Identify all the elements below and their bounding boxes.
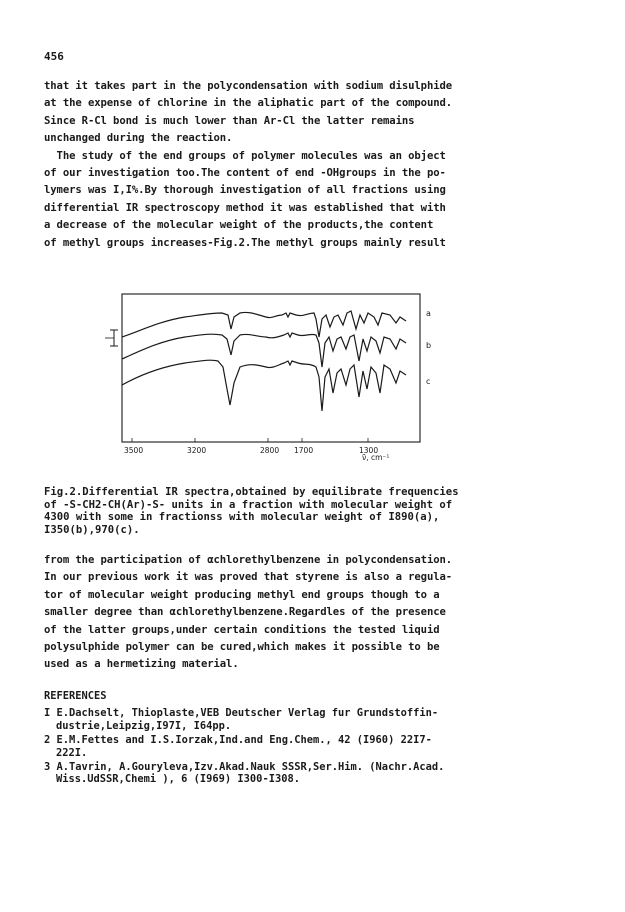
caption-line: 4300 with some in fractionss with molecular weight of I890(a), <box>44 511 440 524</box>
x-axis-unit: ν̃, cm⁻¹ <box>362 453 390 461</box>
page-number: 456 <box>44 50 64 63</box>
references-section <box>44 690 584 788</box>
text-line: of methyl groups increases-Fig.2.The methyl groups mainly result <box>44 236 446 249</box>
text-line: at the expense of chlorine in the aliphatic part of the compound. <box>44 97 453 110</box>
reference-line: 222I. <box>56 746 88 759</box>
text-line: polysulphide polymer can be cured,which makes it possible to be <box>44 641 440 654</box>
text-line: used as a hermetizing material. <box>44 658 239 671</box>
paragraph-bottom <box>44 552 584 674</box>
references-heading: REFERENCES <box>44 690 107 702</box>
reference-item <box>44 707 584 732</box>
x-tick-label: 3500 <box>124 446 144 455</box>
text-line: smaller degree than αchlorethylbenzene.Regardles of the presence <box>44 606 446 619</box>
spectrum-curve-a <box>122 311 406 337</box>
spectrum-curve-b <box>122 333 406 367</box>
reference-line: dustrie,Leipzig,I97I, I64pp. <box>56 719 232 732</box>
reference-line: Wiss.UdSSR,Chemi ), 6 (I969) I300-I308. <box>56 773 300 786</box>
text-line: differential IR spectroscopy method it was established that with <box>44 201 446 214</box>
text-line: lymers was I,I%.By thorough investigation of all fractions using <box>44 184 446 197</box>
text-line: that it takes part in the polycondensation with sodium disulphide <box>44 80 453 92</box>
plot-frame <box>122 294 420 442</box>
spectrum-curve-c <box>122 360 406 411</box>
reference-line: I E.Dachselt, Thioplaste,VEB Deutscher Verlag fur Grundstoffin- <box>44 707 439 720</box>
ir-spectra-figure <box>100 293 440 461</box>
text-line: of the latter groups,under certain conditions the tested liquid <box>44 623 440 636</box>
text-line: from the participation of αchlorethylbenzene in polycondensation. <box>44 554 453 566</box>
reference-item <box>44 734 584 759</box>
reference-line: 3 A.Tavrin, A.Gouryleva,Izv.Akad.Nauk SSSR,Ser.Him. (Nachr.Acad. <box>44 761 445 774</box>
x-tick-label: 1300 <box>359 446 379 455</box>
caption-line: I350(b),970(c). <box>44 523 140 536</box>
text-line: In our previous work it was proved that styrene is also a regula- <box>44 571 453 584</box>
text-line: of our investigation too.The content of end -OHgroups in the po- <box>44 167 446 180</box>
text-line: Since R-Cl bond is much lower than Ar-Cl the latter remains <box>44 114 415 127</box>
caption-line: of -S-CH2-CH(Ar)-S- units in a fraction with molecular weight of <box>44 498 453 511</box>
text-line: tor of molecular weight producing methyl end groups though to a <box>44 588 440 601</box>
curve-label-a: a <box>426 309 431 318</box>
x-tick-label: 3200 <box>187 446 207 455</box>
curve-label-b: b <box>426 341 432 350</box>
text-line: The study of the end groups of polymer molecules was an object <box>44 149 446 162</box>
ir-spectra-svg <box>100 293 440 461</box>
text-line: a decrease of the molecular weight of the products,the content <box>44 219 434 232</box>
x-tick-label: 1700 <box>294 446 314 455</box>
reference-item <box>44 761 584 786</box>
figure-caption <box>44 486 584 536</box>
text-line: unchanged during the reaction. <box>44 132 233 145</box>
curve-label-c: c <box>426 377 431 386</box>
paragraph-top <box>44 78 584 252</box>
x-tick-label: 2800 <box>260 446 280 455</box>
caption-line: Fig.2.Differential IR spectra,obtained by equilibrate frequencies <box>44 486 459 498</box>
reference-line: 2 E.M.Fettes and I.S.Iorzak,Ind.and Eng.Chem., 42 (I960) 22I7- <box>44 734 432 747</box>
